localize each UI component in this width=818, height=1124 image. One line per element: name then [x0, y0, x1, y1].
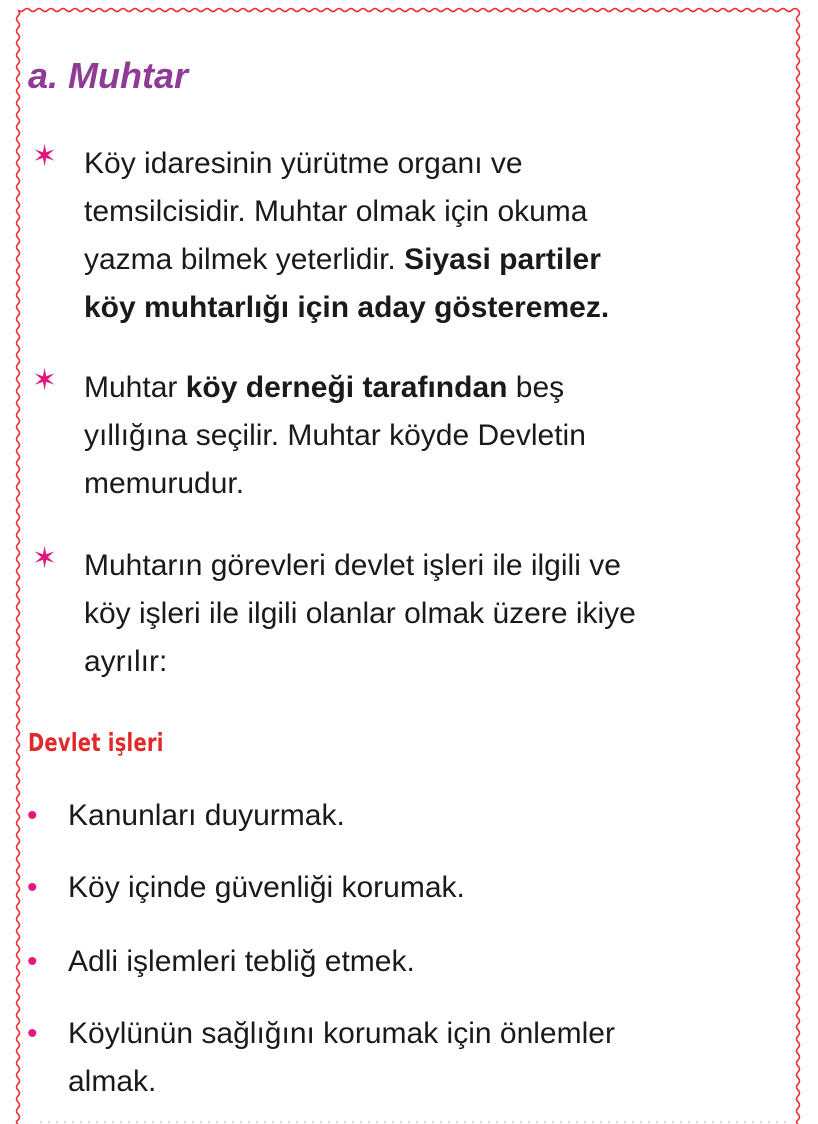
bullet-icon: •: [27, 871, 38, 904]
star-icon: ✶: [32, 364, 58, 397]
text-line: almak.: [68, 1065, 157, 1098]
text-segment: Muhtar: [84, 371, 186, 404]
bold-text: Siyasi partiler: [404, 243, 601, 276]
text-line: temsilcisidir. Muhtar olmak için okuma: [84, 195, 588, 228]
text-line: Köy idaresinin yürütme organı ve: [84, 147, 523, 180]
bold-text: köy muhtarlığı için aday gösteremez.: [84, 291, 610, 324]
item-text: [84, 542, 764, 686]
text-line: yıllığına seçilir. Muhtar köyde Devletin: [84, 419, 586, 452]
text-segment: beş: [507, 371, 565, 404]
text-line: köy işleri ile ilgili olanlar olmak üzere ikiye: [84, 597, 636, 630]
duty-text: Adli işlemleri tebliğ etmek.: [68, 945, 415, 978]
text-segment: yazma bilmek yeterlidir.: [84, 243, 405, 276]
duty-text: Kanunları duyurmak.: [68, 799, 345, 832]
text-line: memurudur.: [84, 467, 245, 500]
text-line: Köylünün sağlığını korumak için önlemler: [68, 1017, 615, 1050]
bullet-icon: •: [27, 945, 38, 978]
bullet-icon: •: [27, 1017, 38, 1050]
section-title: a. Muhtar: [28, 55, 189, 96]
item-text: [84, 140, 764, 332]
section-heading: Devlet işleri: [28, 728, 164, 757]
star-icon: ✶: [32, 140, 58, 173]
bold-text: köy derneği tarafından: [185, 371, 508, 404]
duty-text: [68, 1010, 768, 1106]
star-icon: ✶: [32, 542, 58, 575]
item-text: [84, 364, 764, 508]
bullet-icon: •: [27, 799, 38, 832]
text-line: Muhtarın görevleri devlet işleri ile ilgili ve: [84, 549, 621, 582]
duty-text: Köy içinde güvenliği korumak.: [68, 871, 465, 904]
text-line: ayrılır:: [84, 645, 168, 678]
